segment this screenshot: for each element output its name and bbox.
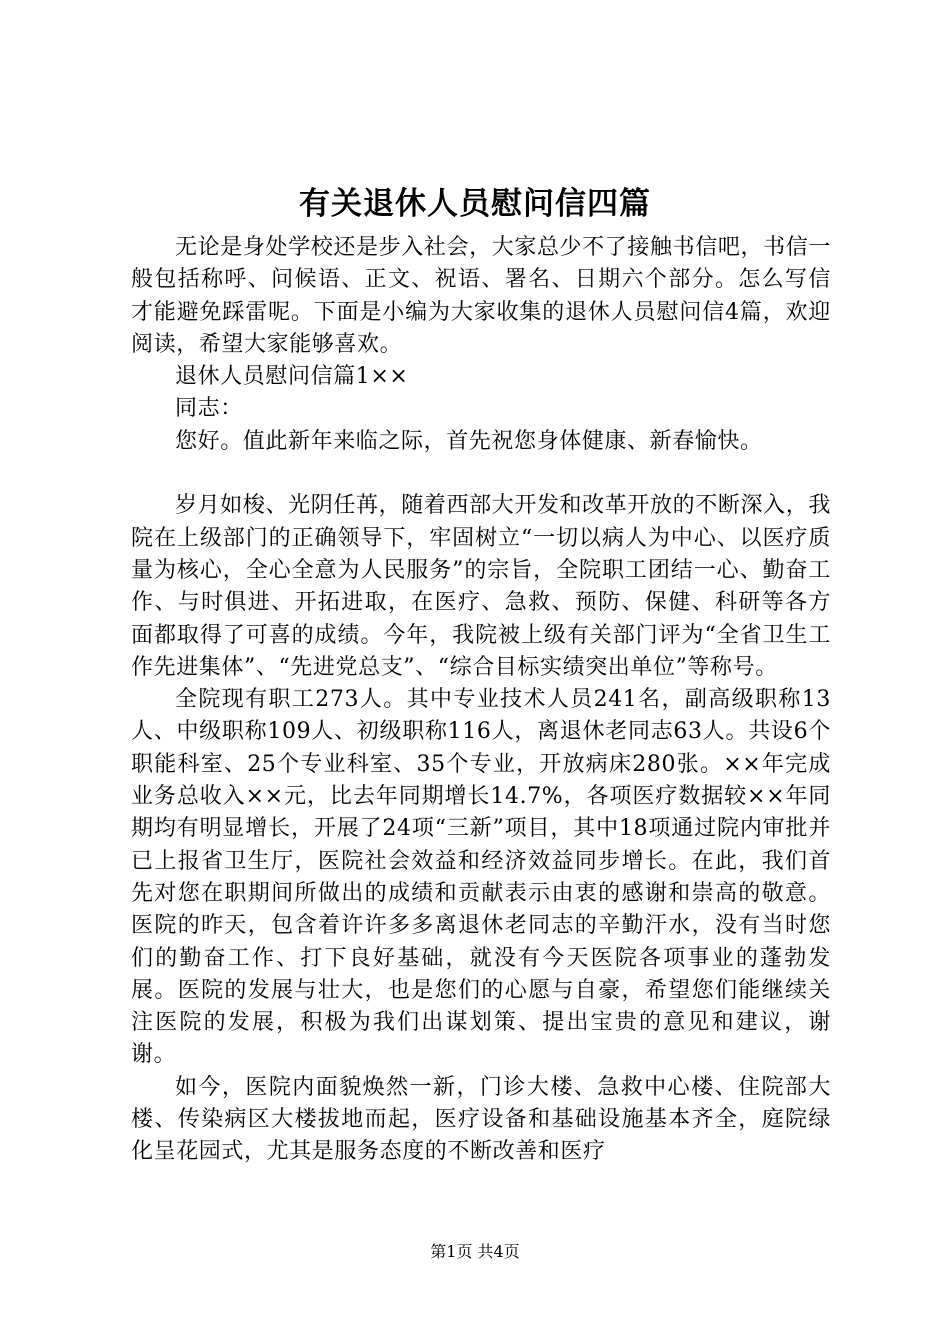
letter-heading: 退休人员慰问信篇1×× xyxy=(175,364,409,390)
blank-line xyxy=(131,458,831,490)
body-paragraph: 全院现有职工273人。其中专业技术人员241名，副高级职称13人、中级职称109人、初级职称116人，离退休老同志63人。共设6个职能科室、25个专业科室、35个专业，开放病床280张。××年完成业务总收入××元，比去年同期增长14.7%，各项医疗数据较××年同期均有明显增长，开展了24项“三新”项目，其中18项通过院内审批并已上报省卫生厅，医院社会效益和经济效益同步增长。在此，我们首先对您在职期间所做出的成绩和贡献表示由衷的感谢和崇高的敬意。医院的昨天，包含着许许多多离退休老同志的辛勤汗水，没有当时您们的勤奋工作、打下良好基础，就没有今天医院各项事业的蓬勃发展。医院的发展与壮大，也是您们的心愿与自豪，希望您们能继续关注医院的发展，积极为我们出谋划策、提出宝贵的意见和建议，谢谢。 xyxy=(131,687,831,1068)
body-paragraph: 如今，医院内面貌焕然一新，门诊大楼、急救中心楼、住院部大楼、传染病区大楼拔地而起，医疗设备和基础设施基本齐全，庭院绿化呈花园式，尤其是服务态度的不断改善和医疗 xyxy=(131,1074,831,1165)
page-footer xyxy=(0,1240,950,1264)
page-number: 第1页 xyxy=(430,1242,473,1261)
body-paragraph: 岁月如梭、光阴任苒，随着西部大开发和改革开放的不断深入，我院在上级部门的正确领导下，牢固树立“一切以病人为中心、以医疗质量为核心，全心全意为人民服务”的宗旨，全院职工团结一心、勤奋工作、与时俱进、开拓进取，在医疗、急救、预防、保健、科研等各方面都取得了可喜的成绩。今年，我院被上级有关部门评为“全省卫生工作先进集体”、“先进党总支”、“综合目标实绩突出单位”等称号。 xyxy=(131,493,831,680)
document-title: 有关退休人员慰问信四篇 xyxy=(299,186,651,222)
salutation: 同志： xyxy=(175,396,243,422)
page-total: 共4页 xyxy=(477,1242,520,1261)
document-body xyxy=(131,232,831,1169)
intro-paragraph: 无论是身处学校还是步入社会，大家总少不了接触书信吧，书信一般包括称呼、问候语、正文、祝语、署名、日期六个部分。怎么写信才能避免踩雷呢。下面是小编为大家收集的退休人员慰问信4篇，欢迎阅读，希望大家能够喜欢。 xyxy=(131,235,831,357)
greeting-paragraph: 您好。值此新年来临之际，首先祝您身体健康、新春愉快。 xyxy=(175,428,763,454)
